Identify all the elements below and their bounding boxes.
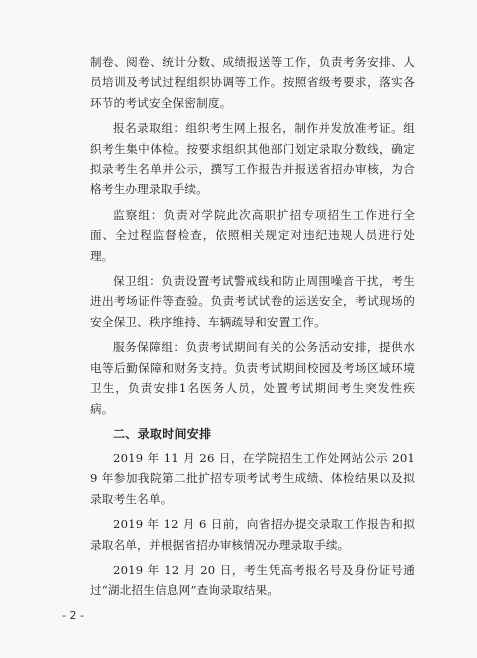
paragraph-schedule-dec-6: 2019 年 12 月 6 日前，向省招办提交录取工作报告和拟录取名单，并根据省招办审核情况办理录取手续。: [90, 517, 415, 552]
paragraph-schedule-nov-26: 2019 年 11 月 26 日，在学院招生工作处网站公示 2019 年参加我院第二批扩招专项考试考生成绩、体检结果以及拟录取考生名单。: [90, 450, 415, 506]
document-body: [90, 52, 415, 606]
paragraph-security-group: 保卫组：负责设置考试警戒线和防止周围噪音干扰，考生进出考场证件等查验。负责考试试卷的运送安全，考试现场的安全保卫、秩序维持、车辆疏导和安置工作。: [90, 274, 415, 329]
paragraph-service-support-group: 服务保障组：负责考试期间有关的公务活动安排，提供水电等后勤保障和财务支持。负责考试期间校园及考场区域环境卫生，负责安排1名医务人员，处置考试期间考生突发性疾病。: [90, 340, 415, 416]
paragraph-continuation: 制卷、阅卷、统计分数、成绩报送等工作，负责考务安排、人员培训及考试过程组织协调等工作。按照省级考要求，落实各环节的考试安全保密制度。: [90, 55, 415, 110]
paragraph-schedule-dec-20: 2019 年 12 月 20 日，考生凭高考报名号及身份证号通过“湖北招生信息网”查询录取结果。: [90, 562, 415, 598]
paragraph-supervision-group: 监察组：负责对学院此次高职扩招专项招生工作进行全面、全过程监督检查，依照相关规定对违纪违规人员进行处理。: [90, 207, 415, 263]
paragraph-registration-admission-group: 报名录取组：组织考生网上报名，制作并发放准考证。组织考生集中体检。按要求组织其他部门划定录取分数线，确定拟录考生名单并公示，撰写工作报告并报送省招办审核，为合格考生办理录取手续。: [90, 121, 415, 197]
page-number: - 2 -: [62, 609, 84, 622]
section-heading-admission-schedule: 二、录取时间安排: [113, 426, 212, 441]
